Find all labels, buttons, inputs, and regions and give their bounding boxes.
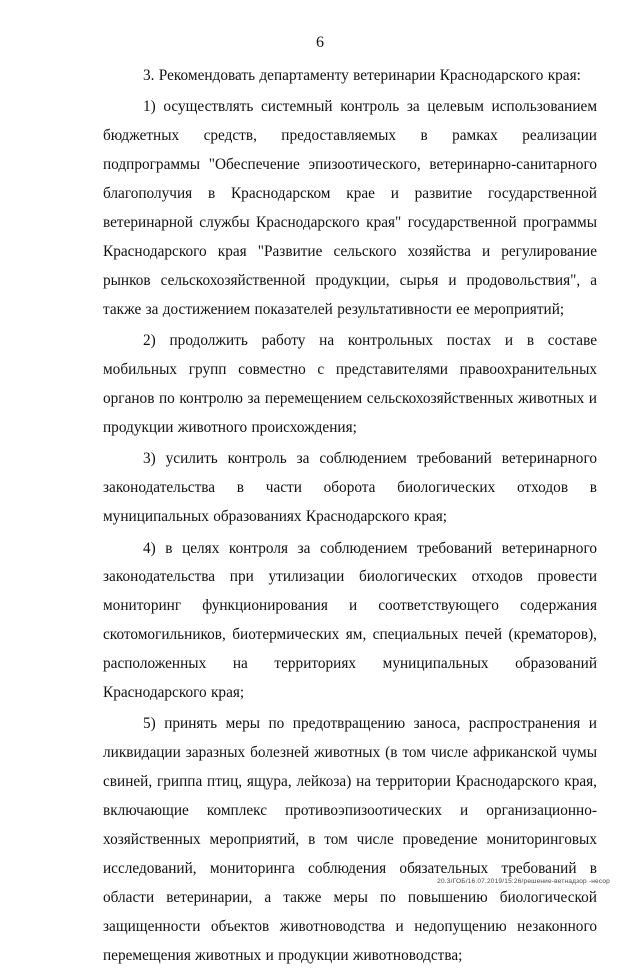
page-number: 6 — [316, 34, 324, 51]
item-4-paragraph: 4) в целях контроля за соблюдением требований ветеринарного законодательства при утилизации биологических отходов провести мониторинг функционирования и соответствующего содержания скотомогильников, биотермических ям, специальных печей (крематоров), расположенных на территориях муниципальных образований Краснодарского края; — [103, 539, 597, 702]
document-body — [103, 62, 597, 971]
item-2-paragraph: 2) продолжить работу на контрольных постах и в составе мобильных групп совместно с представителями правоохранительных органов по контролю за перемещением сельскохозяйственных животных и продукции животного происхождения; — [103, 332, 597, 436]
document-footer-stamp: 20.3/ГОБ/16.07.2019/15:26/решение-ветнадзор -несор — [437, 878, 610, 885]
item-1-paragraph: 1) осуществлять системный контроль за целевым использованием бюджетных средств, предоставляемых в рамках реализации подпрограммы "Обеспечение эпизоотического, ветеринарно-санитарного благополучия в Краснодарском крае и развитие государственной ветеринарной службы Краснодарского края" государственной программы Краснодарского края "Развитие сельского хозяйства и регулирование рынков сельскохозяйственной продукции, сырья и продовольствия", а также за достижением показателей результативности ее мероприятий; — [103, 98, 597, 318]
item-3-paragraph: 3) усилить контроль за соблюдением требований ветеринарного законодательства в части оборота биологических отходов в муниципальных образованиях Краснодарского края; — [103, 450, 597, 526]
recommendation-heading: 3. Рекомендовать департаменту ветеринарии Краснодарского края: — [143, 67, 581, 84]
item-5-paragraph: 5) принять меры по предотвращению заноса, распространения и ликвидации заразных болезней животных (в том числе африканской чумы свиней, гриппа птиц, ящура, лейкоза) на территории Краснодарского края, включающие комплекс противоэпизоотических и организационно-хозяйственных мероприятий, в том числе проведение мониторинговых исследований, мониторинга соблюдения обязательных требований в области ветеринарии, а также меры по повышению биологической защищенности объектов животноводства и недопущению незаконного перемещения животных и продукции животноводства; — [103, 715, 597, 964]
